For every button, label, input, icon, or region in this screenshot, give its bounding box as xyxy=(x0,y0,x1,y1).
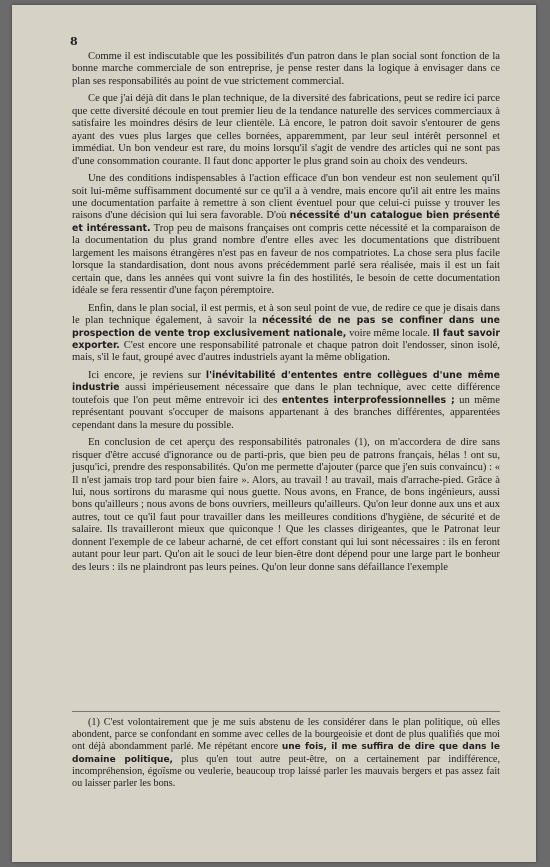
bold-text: l'inévitabilité d'ententes entre collègues d'une même industrie xyxy=(72,369,500,394)
text-segment: Enfin, dans le plan social, il est permis, et à son seul point de vue, de redire ce que je disais dans le plan technique également, à savoir la xyxy=(72,302,500,327)
paragraph xyxy=(72,303,500,365)
bold-text: nécessité de ne pas se confiner dans une prospection de vente trop exclusivement nationale, xyxy=(72,315,500,339)
text-segment: Une des conditions indispensables à l'action efficace d'un bon vendeur est non seulement qu'il soit lui-même suffisamment documenté sur ce qu'il a à vendre, mais encore qu'il ait entre les mains une documentation parfaite à remettre à son client éventuel pour que celui-ci puisse y trouver les raisons d'une décision qui lui sera favorable. D'où xyxy=(72,173,500,222)
text-segment: voire même locale. xyxy=(346,327,433,339)
text-segment: Ici encore, je reviens sur xyxy=(88,369,206,381)
page-number: 8 xyxy=(70,35,78,48)
paragraph xyxy=(72,173,500,298)
text-segment: plus qu'en tout autre peut-être, on a certainement par indifférence, incompréhension, égoïsme ou veulerie, beaucoup trop laissé parler les mauvais bergers et pas assez fait ou laisser parler les bons. xyxy=(72,753,500,790)
paragraph xyxy=(72,437,500,574)
text-segment: Comme il est indiscutable que les possibilités d'un patron dans le plan social sont fonction de la bonne marche commerciale de son entreprise, je pense rester dans la logique à envisager dans ce plan ses responsabilités au point de vue strictement commercial. xyxy=(72,51,500,87)
paragraph xyxy=(72,93,500,168)
bold-text: ententes interprofessionnelles ; xyxy=(281,394,455,406)
bold-text: Il faut savoir exporter. xyxy=(72,327,500,351)
paragraph xyxy=(72,370,500,432)
bold-text: nécessité d'un catalogue bien présenté et intéressant. xyxy=(72,210,501,234)
footnote-divider xyxy=(72,711,500,712)
text-segment: (1) C'est volontairement que je me suis abstenu de les considérer dans le plan politique, où elles abondent, parce se confondant en somme avec celles de la bourgeoisie et dont de plus qualifiés que moi ont déjà abondamment parlé. Me répétant encore xyxy=(72,717,500,753)
text-segment: En conclusion de cet aperçu des responsabilités patronales (1), on m'accordera de dire sans risquer d'être accusé d'ignorance ou de parti-pris, que bien peu de patrons français, hélas ! ont su, jusqu'ici, prendre des responsabilités. Qu'on me permette d'ajouter (parce que j'en suis convaincu) : « Il n'est jamais trop tard pour bien faire ». Alors, au travail ! au travail, mais d'arrache-pied. Grâce à lui, nous sortirons du marasme qui nous guette. Nous avons, en France, de bons ingénieurs, aussi bons qu'ailleurs ; nous avons de bons ouvriers, meilleurs qu'ailleurs. Qu'on leur donne aux uns et aux autres, tout ce qu'il faut pour travailler dans les meilleures conditions d'hygiène, de sécurité et de salaire. Ils travailleront mieux que quiconque ! Que les classes dirigeantes, que le Patronat leur donnent l'exemple de ce labeur acharné, de cet effort constant qui lui sont nécessaires : ils en feront autant pour leur part. Qu'on ait le souci de leur bien-être dont dépend pour une large part le bonheur des leurs : ils ne plaindront pas leurs peines. Qu'on leur donne sans défaillance l'exemple xyxy=(72,437,500,573)
text-segment: Ce que j'ai déjà dit dans le plan technique, de la diversité des fabrications, peut se redire ici parce que cette diversité découle en tout premier lieu de la tendance naturelle des services commerciaux à satisfaire les moindres désirs de leur clientèle. Là encore, le patron doit savoir s'entourer de gens ayant des vues plus larges que celles bornées, apparemment, par leur seul intérêt personnel et immédiat. Un bon vendeur est rare, du moins lorsqu'il s'agit de vendre des articles qui ne sont pas d'une consommation courante. Il faut donc apporter le plus grand soin au choix des vendeurs. xyxy=(72,93,500,167)
book-page xyxy=(12,5,536,862)
body-text xyxy=(72,51,500,579)
text-segment: aussi impérieusement nécessaire que dans le plan technique, avec cette différence toutefois que l'on peut même entrevoir ici des xyxy=(72,382,500,406)
paragraph xyxy=(72,51,500,88)
text-segment: Trop peu de maisons françaises ont compris cette nécessité et la comparaison de la documentation du plus grand nombre d'entre elles avec les documentations que distribuent largement les maisons étrangères n'est pas en faveur de nos compatriotes. La chose sera plus facile lorsque la standardisation, dont nous avons précédemment parlé sera réalisée, mais il est un fait certain que, dans les années qui vont suivre la fin des hostilités, le besoin de cette documentation idéale se fera ressentir d'une façon péremptoire. xyxy=(72,222,500,297)
bold-text: une fois, il me suffira de dire que dans le domaine politique, xyxy=(72,742,500,765)
text-segment: un même représentant pouvant s'occuper de maisons appartenant à des branches différentes, apparentées cependant dans la mesure du possible. xyxy=(72,394,500,431)
footnote xyxy=(72,717,500,790)
text-segment: C'est encore une responsabilité patronale et chaque patron doit l'endosser, sinon isolé, mais, s'il le faut, groupé avec d'autres industriels ayant la même obligation. xyxy=(72,339,500,364)
